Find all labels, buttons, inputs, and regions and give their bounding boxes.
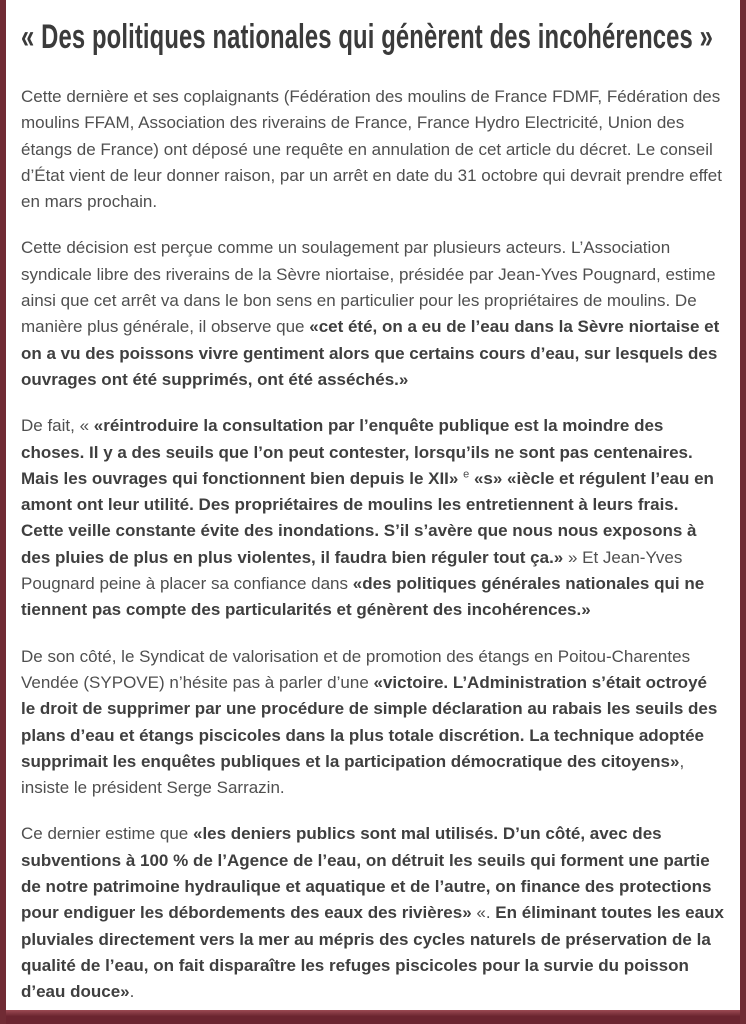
page-title [21,18,725,60]
bottom-border-bar [0,1010,746,1024]
article-paragraph-4: De son côté, le Syndicat de valorisation et de promotion des étangs en Poitou-Charentes Vendée (SYPOVE) n’hésite pas à parler d’une «victoire. L’Administration s’était octroyé le droit de supprimer par une procédure de simple déclaration au rabais les seuils des plans d’eau et étangs piscicoles dans la plus totale discrétion. La technique adoptée supprimait les enquêtes publiques et la participation démocratique des citoyens», insiste le président Serge Sarrazin. [21,646,718,798]
article-paragraph-2: Cette décision est perçue comme un soulagement par plusieurs acteurs. L’Association syndicale libre des riverains de la Sèvre niortaise, présidée par Jean-Yves Pougnard, estime ainsi que cet arrêt va dans le bon sens en particulier pour les propriétaires de moulins. De manière plus générale, il observe que «cet été, on a eu de l’eau dans la Sèvre niortaise et on a vu des poissons vivre gentiment alors que certains cours d’eau, sur lesquels des ouvrages ont été supprimés, ont été asséchés.» [21,238,720,389]
article-paragraph-1: Cette dernière et ses coplaignants (Fédération des moulins de France FDMF, Fédération des moulins FFAM, Association des riverains de France, France Hydro Electricité, Union des étangs de France) ont déposé une requête en annulation de cet article du décret. Le conseil d’État vient de leur donner raison, par un arrêt en date du 31 octobre qui devrait prendre effet en mars prochain. [21,87,722,212]
page-title-text: « Des politiques nationales qui génèrent des incohérences » [21,18,714,56]
article-paragraph-3: De fait, « «réintroduire la consultation par l’enquête publique est la moindre des choses. Il y a des seuils que l’on peut contester, lorsqu’ils ne sont pas centenaires. Mais les ouvrages qui fonctionnent bien depuis le XII» $^e$ «s» «iècle et régulent l’eau en amont ont leur utilité. Des propriétaires de moulins les entretiennent à leurs frais. Cette veille constante évite des inondations. S’il s’avère que nous nous exposons à des pluies de plus en plus violentes, il faudra bien réguler tout ça.» » Et Jean-Yves Pougnard peine à placer sa confiance dans «des politiques générales nationales qui ne tiennent pas compte des particularités et génèrent des incohérences.» [21,416,714,620]
article-paragraph-5: Ce dernier estime que «les deniers publics sont mal utilisés. D’un côté, avec des subventions à 100 % de l’Agence de l’eau, on détruit les seuils qui forment une partie de notre patrimoine hydraulique et aquatique et de l’autre, on finance des protections pour endiguer les débordements des eaux des rivières» «. En éliminant toutes les eaux pluviales directement vers la mer au mépris des cycles naturels de préservation de la qualité de l’eau, on fait disparaître les refuges piscicoles pour la survie du poisson d’eau douce». [21,824,724,1002]
article-content [6,0,740,1006]
